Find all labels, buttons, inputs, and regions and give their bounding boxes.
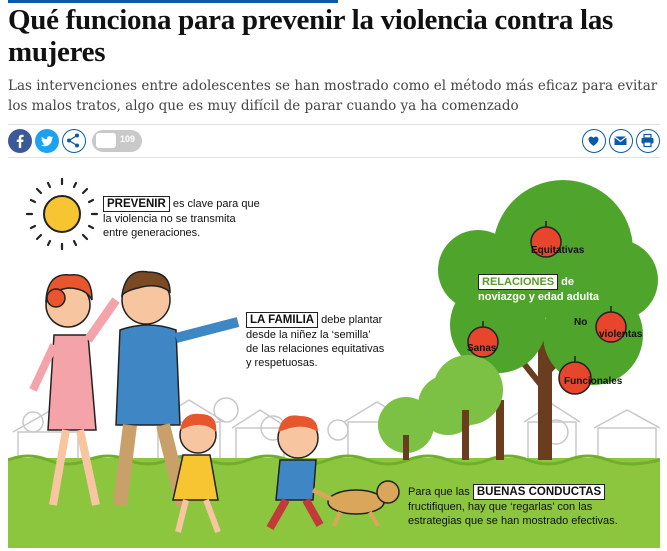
prevenir-line1: es clave para que <box>169 198 260 210</box>
save-heart-icon[interactable] <box>582 129 606 153</box>
prevenir-line3: entre generaciones. <box>103 227 201 239</box>
print-icon[interactable] <box>636 129 660 153</box>
relaciones-tag: RELACIONES <box>478 274 558 290</box>
familia-line1: debe plantar <box>318 314 383 326</box>
share-bar <box>8 124 660 158</box>
relaciones-line1: de <box>558 276 575 288</box>
conductas-line3: estrategias que se han mostrado efectivas. <box>408 515 618 527</box>
conductas-line1: Para que las <box>408 486 473 498</box>
comments-button[interactable] <box>92 130 142 152</box>
conductas-callout <box>408 484 658 528</box>
relaciones-line2: noviazgo y edad adulta <box>478 291 600 303</box>
prevenir-line2: la violencia no se transmita <box>103 213 236 225</box>
conductas-line2: fructifiquen, hay que ‘regarlas’ con las <box>408 501 593 513</box>
twitter-icon[interactable] <box>35 129 59 153</box>
apple-label-no: No <box>574 317 588 328</box>
apple-label-sanas: Sanas <box>467 343 497 354</box>
relaciones-callout <box>478 274 638 304</box>
article-subtitle: Las intervenciones entre adolescentes se han mostrado como el método más eficaz para evitar los malos tratos, algo que es muy difícil de parar cuando ya ha comenzado <box>8 78 658 114</box>
prevenir-callout <box>103 196 303 240</box>
familia-callout <box>246 312 416 370</box>
comment-count: 109 <box>120 134 136 144</box>
apple-label-violentas: violentas <box>599 329 643 340</box>
apple-label-funcionales: Funcionales <box>564 376 623 387</box>
familia-line2: desde la niñez la ‘semilla’ <box>246 329 371 341</box>
conductas-tag: BUENAS CONDUCTAS <box>473 484 605 500</box>
infographic <box>8 160 660 548</box>
familia-line3: de las relaciones equitativas <box>246 343 385 355</box>
email-icon[interactable] <box>609 129 633 153</box>
apple-label-equitativas: Equitativas <box>531 245 585 256</box>
facebook-icon[interactable] <box>8 129 32 153</box>
comments-icon <box>96 133 116 148</box>
sun-icon <box>27 179 97 249</box>
brand-top-rule <box>8 0 338 3</box>
share-icon[interactable] <box>62 129 86 153</box>
familia-line4: y respetuosas. <box>246 357 318 369</box>
familia-tag: LA FAMILIA <box>246 312 318 328</box>
article-headline: Qué funciona para prevenir la violencia contra las mujeres <box>8 4 614 68</box>
prevenir-tag: PREVENIR <box>103 196 170 212</box>
background-houses <box>13 398 660 462</box>
small-trees <box>378 355 504 460</box>
